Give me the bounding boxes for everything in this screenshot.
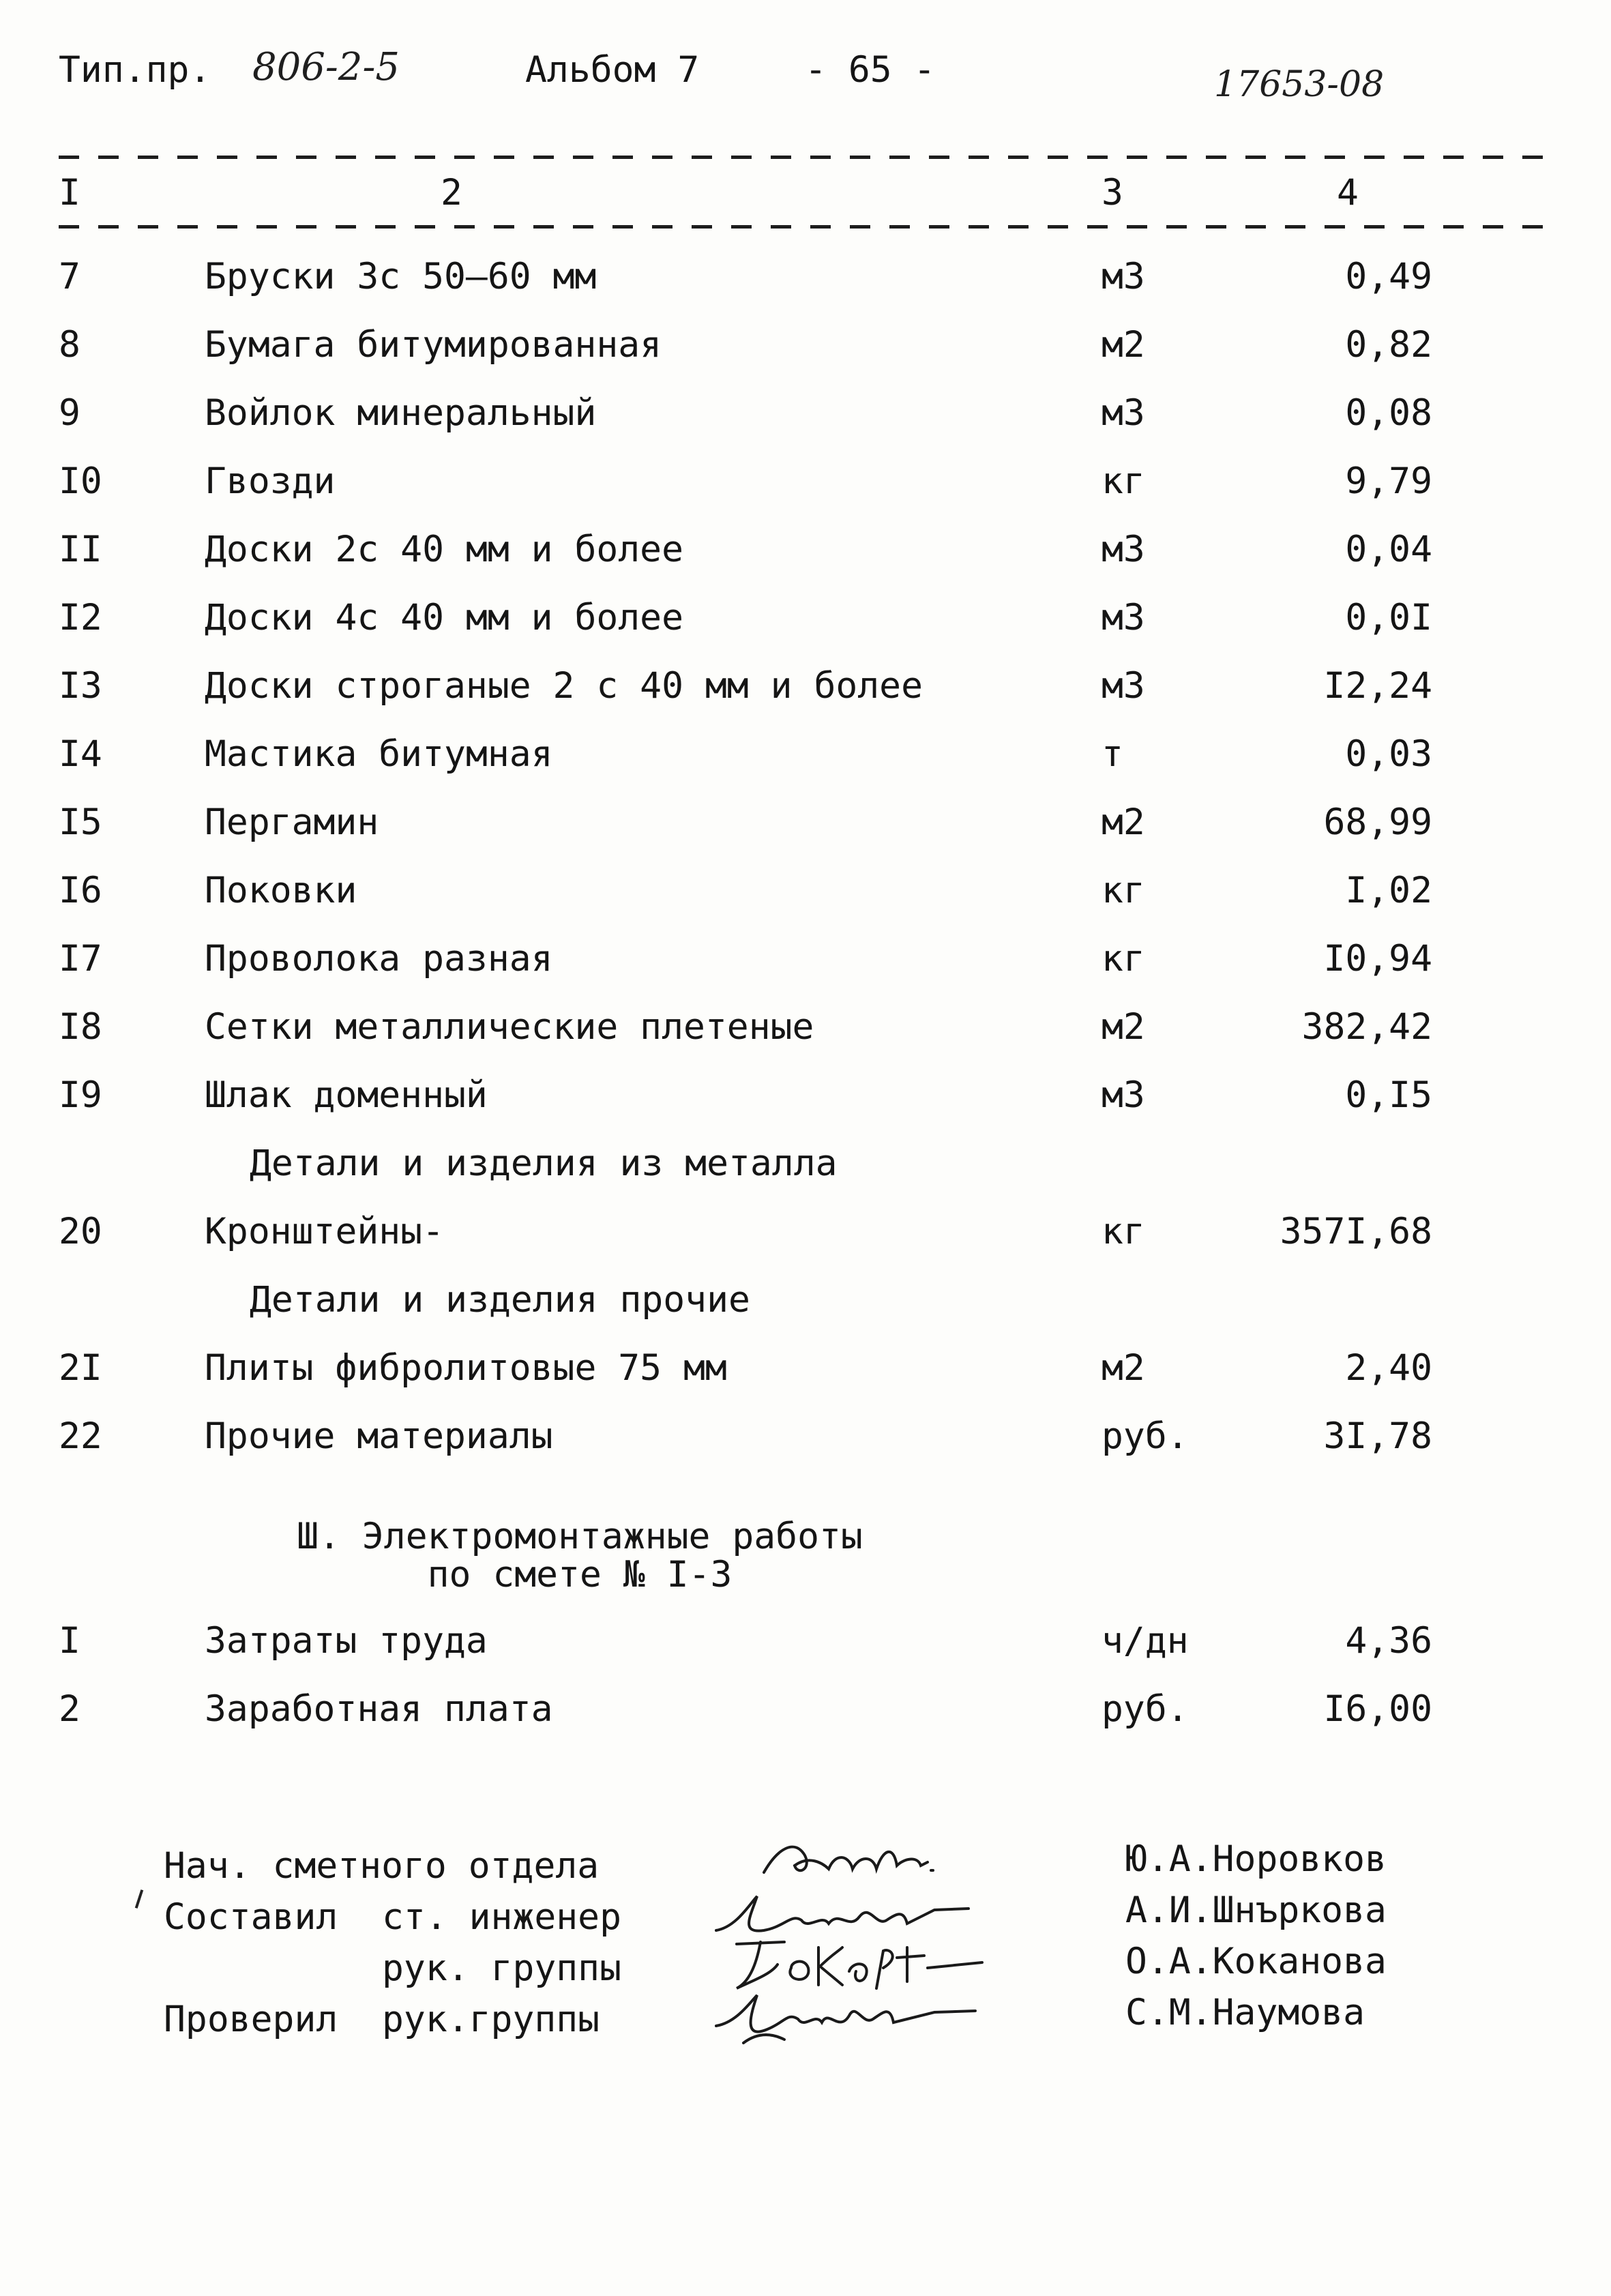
row-quantity: 9,79 (1345, 460, 1432, 502)
header-document-number: 17653-08 (1214, 64, 1385, 105)
section-heading-electrical-line1: Ш. Электромонтажные работы (297, 1516, 863, 1557)
row-unit: м2 (1102, 324, 1145, 366)
signature-name-1: Ю.А.Норовков (1125, 1838, 1387, 1880)
signature-name-4: С.М.Наумова (1125, 1992, 1365, 2033)
row-name: Бруски 3с 50–60 мм (205, 256, 597, 297)
row-name: Кронштейны- (205, 1211, 444, 1252)
header-project-number: 806-2-5 (252, 45, 400, 89)
row-number: 20 (59, 1211, 102, 1252)
row-name: Доски 4с 40 мм и более (205, 597, 683, 638)
row-quantity: 0,08 (1345, 392, 1432, 434)
row-quantity: I2,24 (1323, 665, 1432, 707)
row-number: 7 (59, 256, 80, 297)
signature-role-checked-group: рук.группы (382, 1999, 600, 2040)
table-row (0, 460, 1611, 508)
row-quantity: 4,36 (1345, 1620, 1432, 1662)
row-number: II (59, 529, 102, 570)
row-unit: кг (1102, 1211, 1145, 1252)
row-quantity: 357I,68 (1280, 1211, 1432, 1252)
row-unit: м2 (1102, 801, 1145, 843)
row-quantity: I6,00 (1323, 1688, 1432, 1730)
table-row (0, 733, 1611, 781)
row-unit: м3 (1102, 597, 1145, 638)
column-header-4: 4 (1337, 172, 1359, 214)
table-row (0, 1620, 1611, 1668)
row-name: Заработная плата (205, 1688, 553, 1730)
row-quantity: 0,0I (1345, 597, 1432, 638)
row-quantity: 0,04 (1345, 529, 1432, 570)
header-page-number: - 65 - (805, 49, 936, 91)
row-number: I0 (59, 460, 102, 502)
column-header-3: 3 (1102, 172, 1123, 214)
row-number: I7 (59, 938, 102, 980)
row-name: Сетки металлические плетеные (205, 1006, 814, 1048)
row-unit: м2 (1102, 1347, 1145, 1389)
row-name: Проволока разная (205, 938, 553, 980)
table-row (0, 938, 1611, 986)
table-row (0, 801, 1611, 849)
table-row (0, 392, 1611, 440)
table-row (0, 256, 1611, 304)
row-name: Пергамин (205, 801, 379, 843)
handwritten-signature-1 (757, 1835, 962, 1883)
row-name: Шлак доменный (205, 1074, 488, 1116)
tick-mark (135, 1889, 143, 1909)
signature-role-compiled: Составил (164, 1896, 338, 1938)
row-quantity: 382,42 (1301, 1006, 1432, 1048)
row-name: Доски 2с 40 мм и более (205, 529, 683, 570)
row-quantity: 0,82 (1345, 324, 1432, 366)
row-number: 2 (59, 1688, 80, 1730)
row-quantity: I0,94 (1323, 938, 1432, 980)
row-quantity: I,02 (1345, 870, 1432, 911)
row-name: Бумага битумированная (205, 324, 662, 366)
section-heading-electrical-line2: по смете № I-3 (427, 1554, 733, 1595)
signature-name-3: О.А.Коканова (1125, 1941, 1387, 1982)
table-top-rule (59, 156, 1552, 159)
table-row (0, 1006, 1611, 1054)
table-row (0, 870, 1611, 917)
row-unit: м3 (1102, 392, 1145, 434)
row-name: Мастика битумная (205, 733, 553, 775)
row-unit: м3 (1102, 665, 1145, 707)
table-row (0, 529, 1611, 576)
row-number: 2I (59, 1347, 102, 1389)
row-name: Прочие материалы (205, 1415, 553, 1457)
row-name: Плиты фибролитовые 75 мм (205, 1347, 727, 1389)
row-number: I5 (59, 801, 102, 843)
row-number: I (59, 1620, 80, 1662)
row-quantity: 0,49 (1345, 256, 1432, 297)
header-type-label: Тип.пр. (59, 49, 211, 91)
row-number: I9 (59, 1074, 102, 1116)
table-row (0, 1347, 1611, 1395)
row-number: 9 (59, 392, 80, 434)
signature-role-checked: Проверил (164, 1999, 338, 2040)
row-name: Затраты труда (205, 1620, 488, 1662)
row-unit: т (1102, 733, 1123, 775)
table-row (0, 597, 1611, 645)
row-unit: м3 (1102, 1074, 1145, 1116)
row-name: Войлок минеральный (205, 392, 597, 434)
row-number: I3 (59, 665, 102, 707)
table-row (0, 1415, 1611, 1463)
row-unit: кг (1102, 460, 1145, 502)
row-quantity: 0,03 (1345, 733, 1432, 775)
table-row (0, 1211, 1611, 1259)
row-quantity: 68,99 (1323, 801, 1432, 843)
table-row (0, 324, 1611, 372)
row-name: Поковки (205, 870, 357, 911)
signature-role-head: Нач. сметного отдела (164, 1845, 600, 1887)
row-number: I6 (59, 870, 102, 911)
row-quantity: 3I,78 (1323, 1415, 1432, 1457)
table-header-rule (59, 225, 1552, 229)
row-unit: ч/дн (1102, 1620, 1189, 1662)
section-heading-metal: Детали и изделия из металла (250, 1143, 838, 1184)
row-name: Доски строганые 2 с 40 мм и более (205, 665, 923, 707)
section-heading-electrical (0, 1518, 1159, 1594)
table-row (0, 1688, 1611, 1736)
row-number: 22 (59, 1415, 102, 1457)
header-album: Альбом 7 (525, 49, 700, 91)
row-number: I2 (59, 597, 102, 638)
table-row (0, 1074, 1611, 1122)
row-unit: кг (1102, 938, 1145, 980)
row-unit: м2 (1102, 1006, 1145, 1048)
table-column-headers (0, 172, 1611, 220)
signature-name-2: А.И.Шнъркова (1125, 1889, 1387, 1931)
row-unit: кг (1102, 870, 1145, 911)
row-quantity: 2,40 (1345, 1347, 1432, 1389)
row-unit: руб. (1102, 1688, 1189, 1730)
row-unit: м3 (1102, 256, 1145, 297)
row-number: 8 (59, 324, 80, 366)
signature-role-engineer: ст. инженер (382, 1896, 621, 1938)
signature-role-group-lead: рук. группы (382, 1947, 621, 1989)
section-heading-other: Детали и изделия прочие (250, 1279, 750, 1321)
row-unit: руб. (1102, 1415, 1189, 1457)
row-unit: м3 (1102, 529, 1145, 570)
table-row (0, 665, 1611, 713)
column-header-2: 2 (441, 172, 462, 214)
handwritten-signature-4 (703, 1985, 1003, 2046)
row-number: I8 (59, 1006, 102, 1048)
row-quantity: 0,I5 (1345, 1074, 1432, 1116)
row-number: I4 (59, 733, 102, 775)
row-name: Гвозди (205, 460, 336, 502)
column-header-1: I (59, 172, 80, 214)
